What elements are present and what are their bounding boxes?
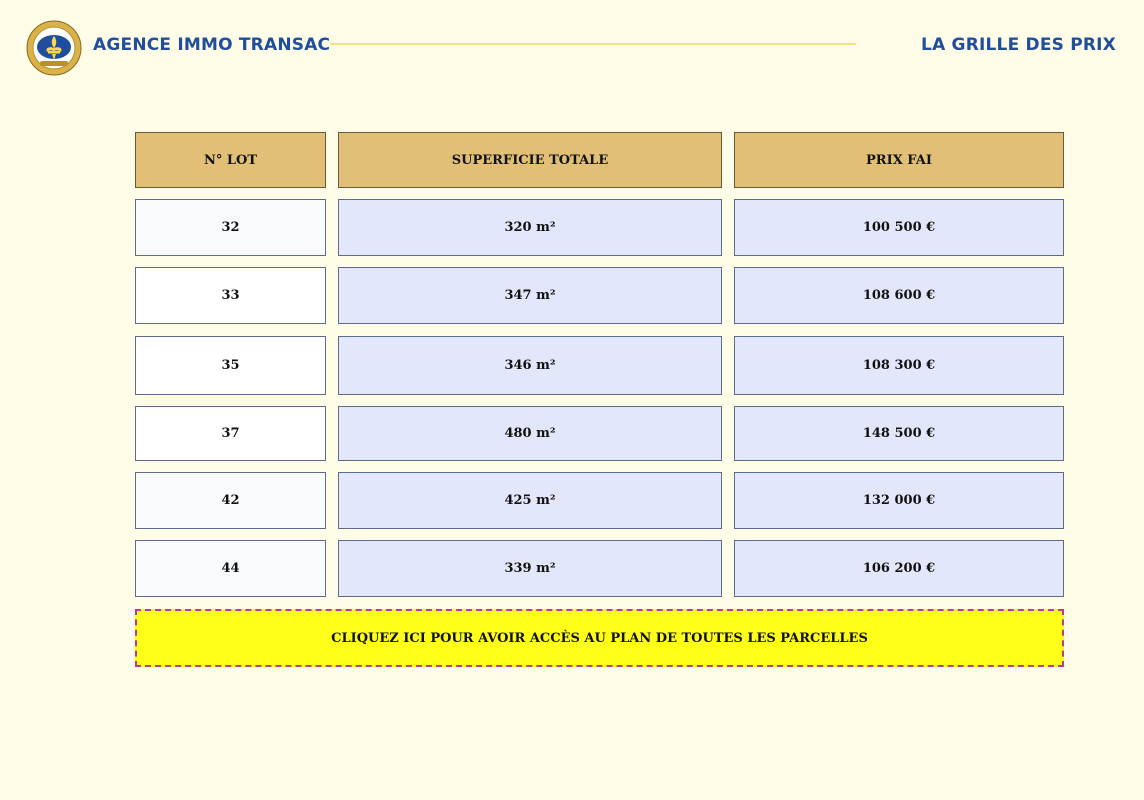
surface-cell: 347 m² xyxy=(338,267,722,324)
price-cell: 108 600 € xyxy=(734,267,1064,324)
column-header-price: PRIX FAI xyxy=(734,132,1064,188)
lot-number-cell: 44 xyxy=(135,540,326,597)
price-cell: 100 500 € xyxy=(734,199,1064,256)
lot-number-cell: 35 xyxy=(135,336,326,395)
surface-cell: 339 m² xyxy=(338,540,722,597)
parcel-plan-link-button[interactable]: CLIQUEZ ICI POUR AVOIR ACCÈS AU PLAN DE TOUTES LES PARCELLES xyxy=(135,609,1064,667)
agency-name: AGENCE IMMO TRANSAC xyxy=(93,35,331,55)
surface-cell: 425 m² xyxy=(338,472,722,529)
column-header-lot: N° LOT xyxy=(135,132,326,188)
surface-cell: 320 m² xyxy=(338,199,722,256)
column-header-surface: SUPERFICIE TOTALE xyxy=(338,132,722,188)
page-title: LA GRILLE DES PRIX xyxy=(921,35,1116,55)
price-cell: 148 500 € xyxy=(734,406,1064,461)
surface-cell: 480 m² xyxy=(338,406,722,461)
price-cell: 132 000 € xyxy=(734,472,1064,529)
price-cell: 108 300 € xyxy=(734,336,1064,395)
lot-number-cell: 33 xyxy=(135,267,326,324)
agency-logo-icon[interactable] xyxy=(26,20,82,76)
header-divider xyxy=(330,43,856,45)
lot-number-cell: 32 xyxy=(135,199,326,256)
price-cell: 106 200 € xyxy=(734,540,1064,597)
lot-number-cell: 37 xyxy=(135,406,326,461)
lot-number-cell: 42 xyxy=(135,472,326,529)
surface-cell: 346 m² xyxy=(338,336,722,395)
